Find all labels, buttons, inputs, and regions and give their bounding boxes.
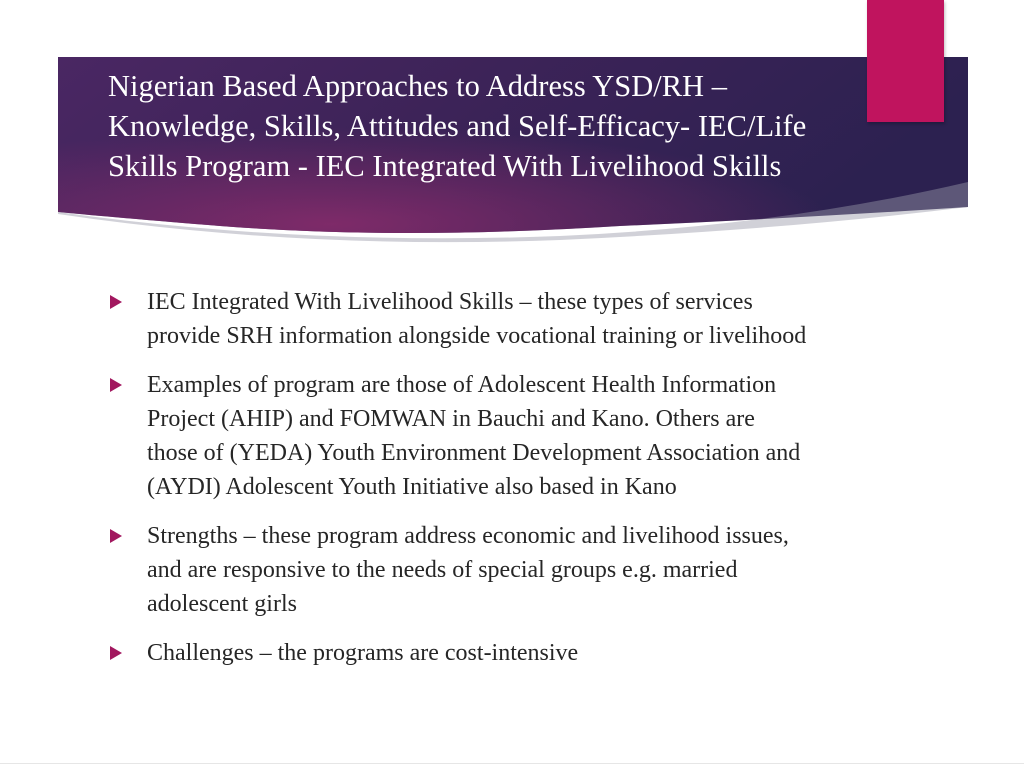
triangle-right-icon [110, 529, 122, 543]
triangle-right-icon [110, 295, 122, 309]
bullet-text: Examples of program are those of Adolescent Health Information Project (AHIP) and FOMWAN in Bauchi and Kano. Others are those of (YEDA) Youth Environment Development Association and (AYDI) Adolescent Youth Initiative also based in Kano [147, 372, 801, 500]
bullet-item [108, 285, 808, 353]
bullet-text: Challenges – the programs are cost-intensive [147, 640, 579, 666]
bottom-divider [0, 763, 1024, 764]
bullet-text: IEC Integrated With Livelihood Skills – these types of services provide SRH information alongside vocational training or livelihood [147, 289, 807, 349]
bullet-item [108, 368, 808, 504]
bullet-text: Strengths – these program address economic and livelihood issues, and are responsive to the needs of special groups e.g. married adolescent girls [147, 523, 789, 617]
accent-tab [867, 0, 944, 122]
bullet-item [108, 636, 808, 670]
triangle-right-icon [110, 646, 122, 660]
triangle-right-icon [110, 378, 122, 392]
slide-title: Nigerian Based Approaches to Address YSD/RH – Knowledge, Skills, Attitudes and Self-Efficacy- IEC/Life Skills Program - IEC Integrated With Livelihood Skills [108, 69, 807, 183]
bullet-item [108, 519, 808, 621]
bullet-list [108, 285, 808, 685]
